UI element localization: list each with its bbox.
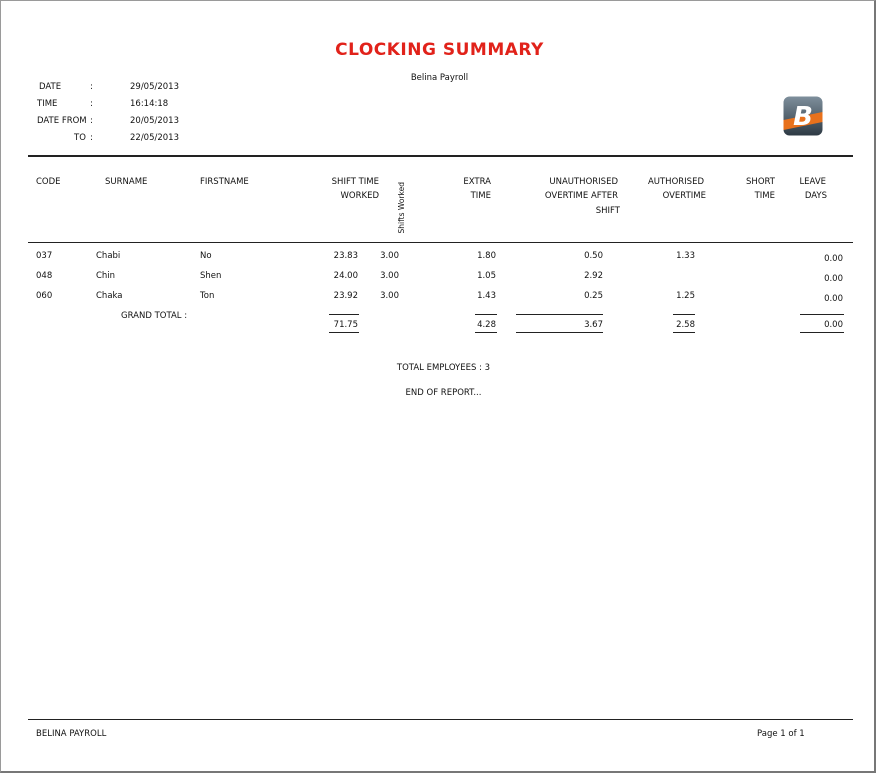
row-shifts-worked: 3.00 — [380, 251, 399, 261]
row-shifts-worked: 3.00 — [380, 271, 399, 281]
row-leave-days: 0.00 — [824, 294, 843, 304]
col-header-code: CODE — [36, 177, 61, 187]
total-line-top — [800, 314, 844, 315]
belina-logo-icon — [783, 96, 823, 136]
row-code: 048 — [36, 271, 53, 281]
meta-to-sep: : — [90, 133, 93, 143]
row-unauth-overtime: 2.92 — [584, 271, 603, 281]
end-of-report: END OF REPORT... — [405, 388, 482, 398]
row-surname: Chin — [96, 271, 116, 281]
meta-date-label: DATE — [39, 82, 62, 92]
footer-company: BELINA PAYROLL — [36, 729, 107, 739]
grand-total-leave-days: 0.00 — [824, 320, 843, 330]
meta-time-label: TIME — [37, 99, 58, 109]
col-header-shifts-worked: Shifts Worked — [397, 182, 406, 234]
col-header-shift-time-1: SHIFT TIME — [331, 177, 379, 187]
meta-datefrom-label: DATE FROM — [37, 116, 87, 126]
row-unauth-overtime: 0.25 — [584, 291, 603, 301]
col-header-auth-1: AUTHORISED — [647, 177, 704, 187]
total-line-top — [673, 314, 695, 315]
row-firstname: Ton — [200, 291, 215, 301]
grand-total-extra-time: 4.28 — [477, 320, 496, 330]
svg-text:B: B — [793, 102, 813, 132]
total-line-bottom — [800, 332, 844, 333]
company-name: Belina Payroll — [410, 73, 469, 83]
grand-total-shift-time: 71.75 — [333, 320, 358, 330]
header-rule — [28, 155, 853, 157]
total-employees: TOTAL EMPLOYEES : 3 — [396, 363, 491, 373]
meta-to-label: TO — [74, 133, 86, 143]
row-shifts-worked: 3.00 — [380, 291, 399, 301]
total-line-bottom — [329, 332, 359, 333]
meta-time-sep: : — [90, 99, 93, 109]
col-header-unauth-2: OVERTIME AFTER — [544, 191, 618, 201]
col-header-auth-2: OVERTIME — [662, 191, 706, 201]
col-header-unauth-1: UNAUTHORISED — [549, 177, 618, 187]
meta-datefrom-value: 20/05/2013 — [130, 116, 179, 126]
row-shift-time: 23.83 — [333, 251, 358, 261]
row-firstname: Shen — [200, 271, 222, 281]
total-line-bottom — [475, 332, 497, 333]
row-auth-overtime: 1.33 — [676, 251, 695, 261]
row-auth-overtime: 1.25 — [676, 291, 695, 301]
col-header-short-2: TIME — [754, 191, 775, 201]
col-header-surname: SURNAME — [105, 177, 148, 187]
row-code: 060 — [36, 291, 53, 301]
row-extra-time: 1.43 — [477, 291, 496, 301]
meta-date-value: 29/05/2013 — [130, 82, 179, 92]
row-surname: Chabi — [96, 251, 121, 261]
meta-datefrom-sep: : — [90, 116, 93, 126]
meta-time-value: 16:14:18 — [130, 99, 169, 109]
grand-total-auth-overtime: 2.58 — [676, 320, 695, 330]
grand-total-label: GRAND TOTAL : — [121, 311, 188, 321]
column-header-rule — [28, 242, 853, 243]
total-line-bottom — [516, 332, 603, 333]
meta-to-value: 22/05/2013 — [130, 133, 179, 143]
col-header-unauth-3: SHIFT — [595, 206, 620, 216]
total-line-bottom — [673, 332, 695, 333]
row-leave-days: 0.00 — [824, 274, 843, 284]
report-title: CLOCKING SUMMARY — [335, 40, 544, 60]
page-number: Page 1 of 1 — [757, 729, 805, 739]
row-code: 037 — [36, 251, 53, 261]
total-line-top — [516, 314, 603, 315]
row-unauth-overtime: 0.50 — [584, 251, 603, 261]
total-line-top — [329, 314, 359, 315]
row-extra-time: 1.05 — [477, 271, 496, 281]
col-header-short-1: SHORT — [746, 177, 775, 187]
col-header-firstname: FIRSTNAME — [200, 177, 249, 187]
grand-total-unauth-overtime: 3.67 — [584, 320, 603, 330]
row-firstname: No — [200, 251, 212, 261]
footer-rule — [28, 719, 853, 720]
total-line-top — [475, 314, 497, 315]
col-header-extra-2: TIME — [470, 191, 491, 201]
meta-date-sep: : — [90, 82, 93, 92]
row-shift-time: 24.00 — [333, 271, 358, 281]
row-extra-time: 1.80 — [477, 251, 496, 261]
col-header-leave-2: DAYS — [804, 191, 827, 201]
row-shift-time: 23.92 — [333, 291, 358, 301]
col-header-shift-time-2: WORKED — [340, 191, 379, 201]
col-header-leave-1: LEAVE — [799, 177, 826, 187]
col-header-extra-1: EXTRA — [463, 177, 491, 187]
row-surname: Chaka — [96, 291, 123, 301]
row-leave-days: 0.00 — [824, 254, 843, 264]
